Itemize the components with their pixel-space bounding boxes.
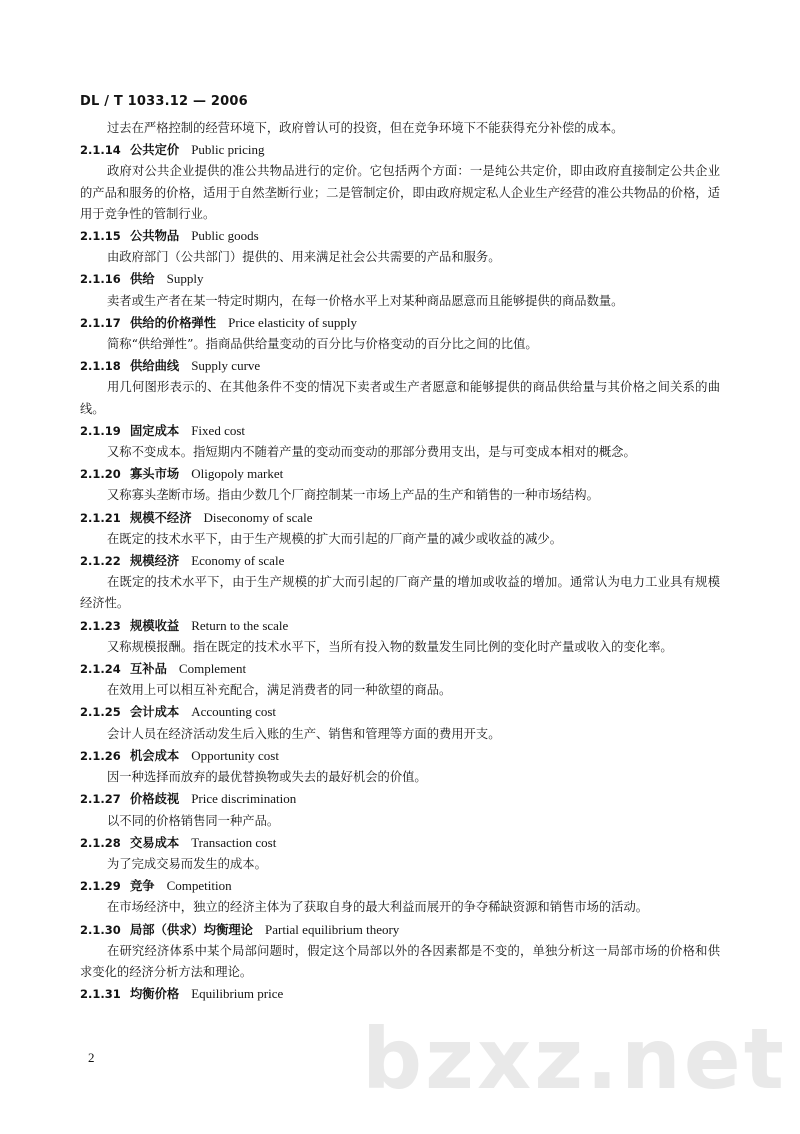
term-english: Complement — [178, 661, 247, 677]
term-english: Public goods — [191, 228, 259, 244]
term-heading — [80, 701, 720, 723]
term-definition: 在既定的技术水平下，由于生产规模的扩大而引起的厂商产量的增加或收益的增加。通常认为电力工业具有规模经济性。 — [80, 575, 720, 611]
term-definition: 会计人员在经济活动发生后入账的生产、销售和管理等方面的费用开支。 — [107, 726, 501, 741]
term-definition: 在既定的技术水平下，由于生产规模的扩大而引起的厂商产量的减少或收益的减少。 — [107, 531, 562, 546]
term-definition: 简称“供给弹性”。指商品供给量变动的百分比与价格变动的百分比之间的比值。 — [107, 337, 538, 352]
term-english: Fixed cost — [191, 422, 246, 438]
term-chinese: 公共定价 — [130, 142, 180, 158]
term-english: Transaction cost — [191, 834, 277, 850]
term-number: 2.1.23 — [80, 618, 121, 633]
term-number: 2.1.30 — [80, 922, 121, 937]
term-heading — [80, 788, 720, 810]
term-definition: 卖者或生产者在某一特定时期内，在每一价格水平上对某种商品愿意而且能够提供的商品数量。 — [107, 293, 624, 308]
term-chinese: 局部（供求）均衡理论 — [130, 921, 253, 937]
term-heading — [80, 312, 720, 334]
term-definition: 又称寡头垄断市场。指由少数几个厂商控制某一市场上产品的生产和销售的一种市场结构。 — [107, 488, 599, 503]
term-definition: 以不同的价格销售同一种产品。 — [107, 813, 280, 828]
term-chinese: 交易成本 — [130, 834, 180, 850]
standard-number-header: DL / T 1033.12 — 2006 — [80, 94, 248, 109]
term-english: Economy of scale — [191, 553, 285, 569]
term-english: Price elasticity of supply — [228, 314, 357, 330]
term-chinese: 规模收益 — [130, 617, 180, 633]
term-chinese: 供给曲线 — [130, 358, 180, 374]
term-heading — [80, 615, 720, 637]
term-chinese: 公共物品 — [130, 228, 180, 244]
term-definition: 在研究经济体系中某个局部问题时，假定这个局部以外的各因素都是不变的，单独分析这一局部市场的价格和供求变化的经济分析方法和理论。 — [80, 943, 720, 979]
term-heading — [80, 139, 720, 161]
term-chinese: 竞争 — [130, 878, 155, 894]
term-chinese: 供给 — [130, 271, 155, 287]
term-heading — [80, 919, 720, 941]
term-number: 2.1.22 — [80, 554, 121, 569]
term-definition: 用几何图形表示的、在其他条件不变的情况下卖者或生产者愿意和能够提供的商品供给量与其价格之间关系的曲线。 — [80, 380, 720, 416]
term-english: Diseconomy of scale — [203, 509, 313, 525]
term-heading — [80, 268, 720, 290]
term-english: Public pricing — [191, 142, 265, 158]
term-entries — [80, 139, 720, 1005]
term-definition: 为了完成交易而发生的成本。 — [107, 856, 267, 871]
term-number: 2.1.26 — [80, 748, 121, 763]
term-english: Equilibrium price — [191, 986, 284, 1002]
term-chinese: 价格歧视 — [130, 791, 180, 807]
term-english: Supply curve — [191, 358, 261, 374]
term-english: Oligopoly market — [191, 466, 284, 482]
term-english: Return to the scale — [191, 617, 289, 633]
term-definition: 又称不变成本。指短期内不随着产量的变动而变动的那部分费用支出，是与可变成本相对的概念。 — [107, 445, 636, 460]
term-heading — [80, 507, 720, 529]
term-number: 2.1.21 — [80, 510, 121, 525]
term-heading — [80, 658, 720, 680]
term-heading — [80, 745, 720, 767]
term-number: 2.1.24 — [80, 662, 121, 677]
term-number: 2.1.17 — [80, 315, 121, 330]
term-english: Price discrimination — [191, 791, 297, 807]
term-heading — [80, 832, 720, 854]
intro-paragraph: 过去在严格控制的经营环境下，政府曾认可的投资，但在竞争环境下不能获得充分补偿的成本。 — [107, 121, 624, 135]
term-english: Competition — [166, 878, 232, 894]
term-number: 2.1.25 — [80, 705, 121, 720]
term-chinese: 机会成本 — [130, 747, 180, 763]
document-body — [80, 118, 720, 1005]
term-number: 2.1.16 — [80, 272, 121, 287]
term-english: Accounting cost — [191, 704, 277, 720]
term-definition: 政府对公共企业提供的准公共物品进行的定价。它包括两个方面：一是纯公共定价，即由政府直接制定公共企业的产品和服务的价格，适用于自然垄断行业；二是管制定价，即由政府规定私人企业生产经营的准公共物品的价格，适用于竞争性的管制行业。 — [80, 164, 720, 221]
term-english: Opportunity cost — [191, 747, 279, 763]
term-definition: 由政府部门（公共部门）提供的、用来满足社会公共需要的产品和服务。 — [107, 250, 501, 265]
term-chinese: 规模经济 — [130, 553, 180, 569]
term-chinese: 寡头市场 — [130, 466, 180, 482]
term-heading — [80, 550, 720, 572]
term-number: 2.1.29 — [80, 879, 121, 894]
term-chinese: 均衡价格 — [130, 986, 180, 1002]
term-chinese: 互补品 — [130, 661, 167, 677]
page-number: 2 — [88, 1050, 95, 1065]
term-chinese: 规模不经济 — [130, 509, 192, 525]
term-english: Supply — [166, 271, 204, 287]
term-english: Partial equilibrium theory — [264, 921, 400, 937]
term-number: 2.1.15 — [80, 229, 121, 244]
term-number: 2.1.31 — [80, 987, 121, 1002]
term-heading — [80, 875, 720, 897]
term-number: 2.1.19 — [80, 423, 121, 438]
term-number: 2.1.18 — [80, 359, 121, 374]
term-heading — [80, 355, 720, 377]
term-heading — [80, 983, 720, 1005]
term-chinese: 会计成本 — [130, 704, 180, 720]
term-number: 2.1.28 — [80, 835, 121, 850]
term-number: 2.1.14 — [80, 143, 121, 158]
term-heading — [80, 420, 720, 442]
term-chinese: 供给的价格弹性 — [130, 314, 217, 330]
term-definition: 又称规模报酬。指在既定的技术水平下，当所有投入物的数量发生同比例的变化时产量或收入的变化率。 — [107, 639, 673, 654]
term-heading — [80, 463, 720, 485]
term-definition: 因一种选择而放弃的最优替换物或失去的最好机会的价值。 — [107, 770, 427, 785]
term-chinese: 固定成本 — [130, 422, 180, 438]
term-definition: 在效用上可以相互补充配合，满足消费者的同一种欲望的商品。 — [107, 683, 452, 698]
term-heading — [80, 225, 720, 247]
term-number: 2.1.20 — [80, 467, 121, 482]
watermark: bzxz.net — [362, 1010, 787, 1108]
term-number: 2.1.27 — [80, 792, 121, 807]
term-definition: 在市场经济中，独立的经济主体为了获取自身的最大利益而展开的争夺稀缺资源和销售市场的活动。 — [107, 900, 649, 915]
